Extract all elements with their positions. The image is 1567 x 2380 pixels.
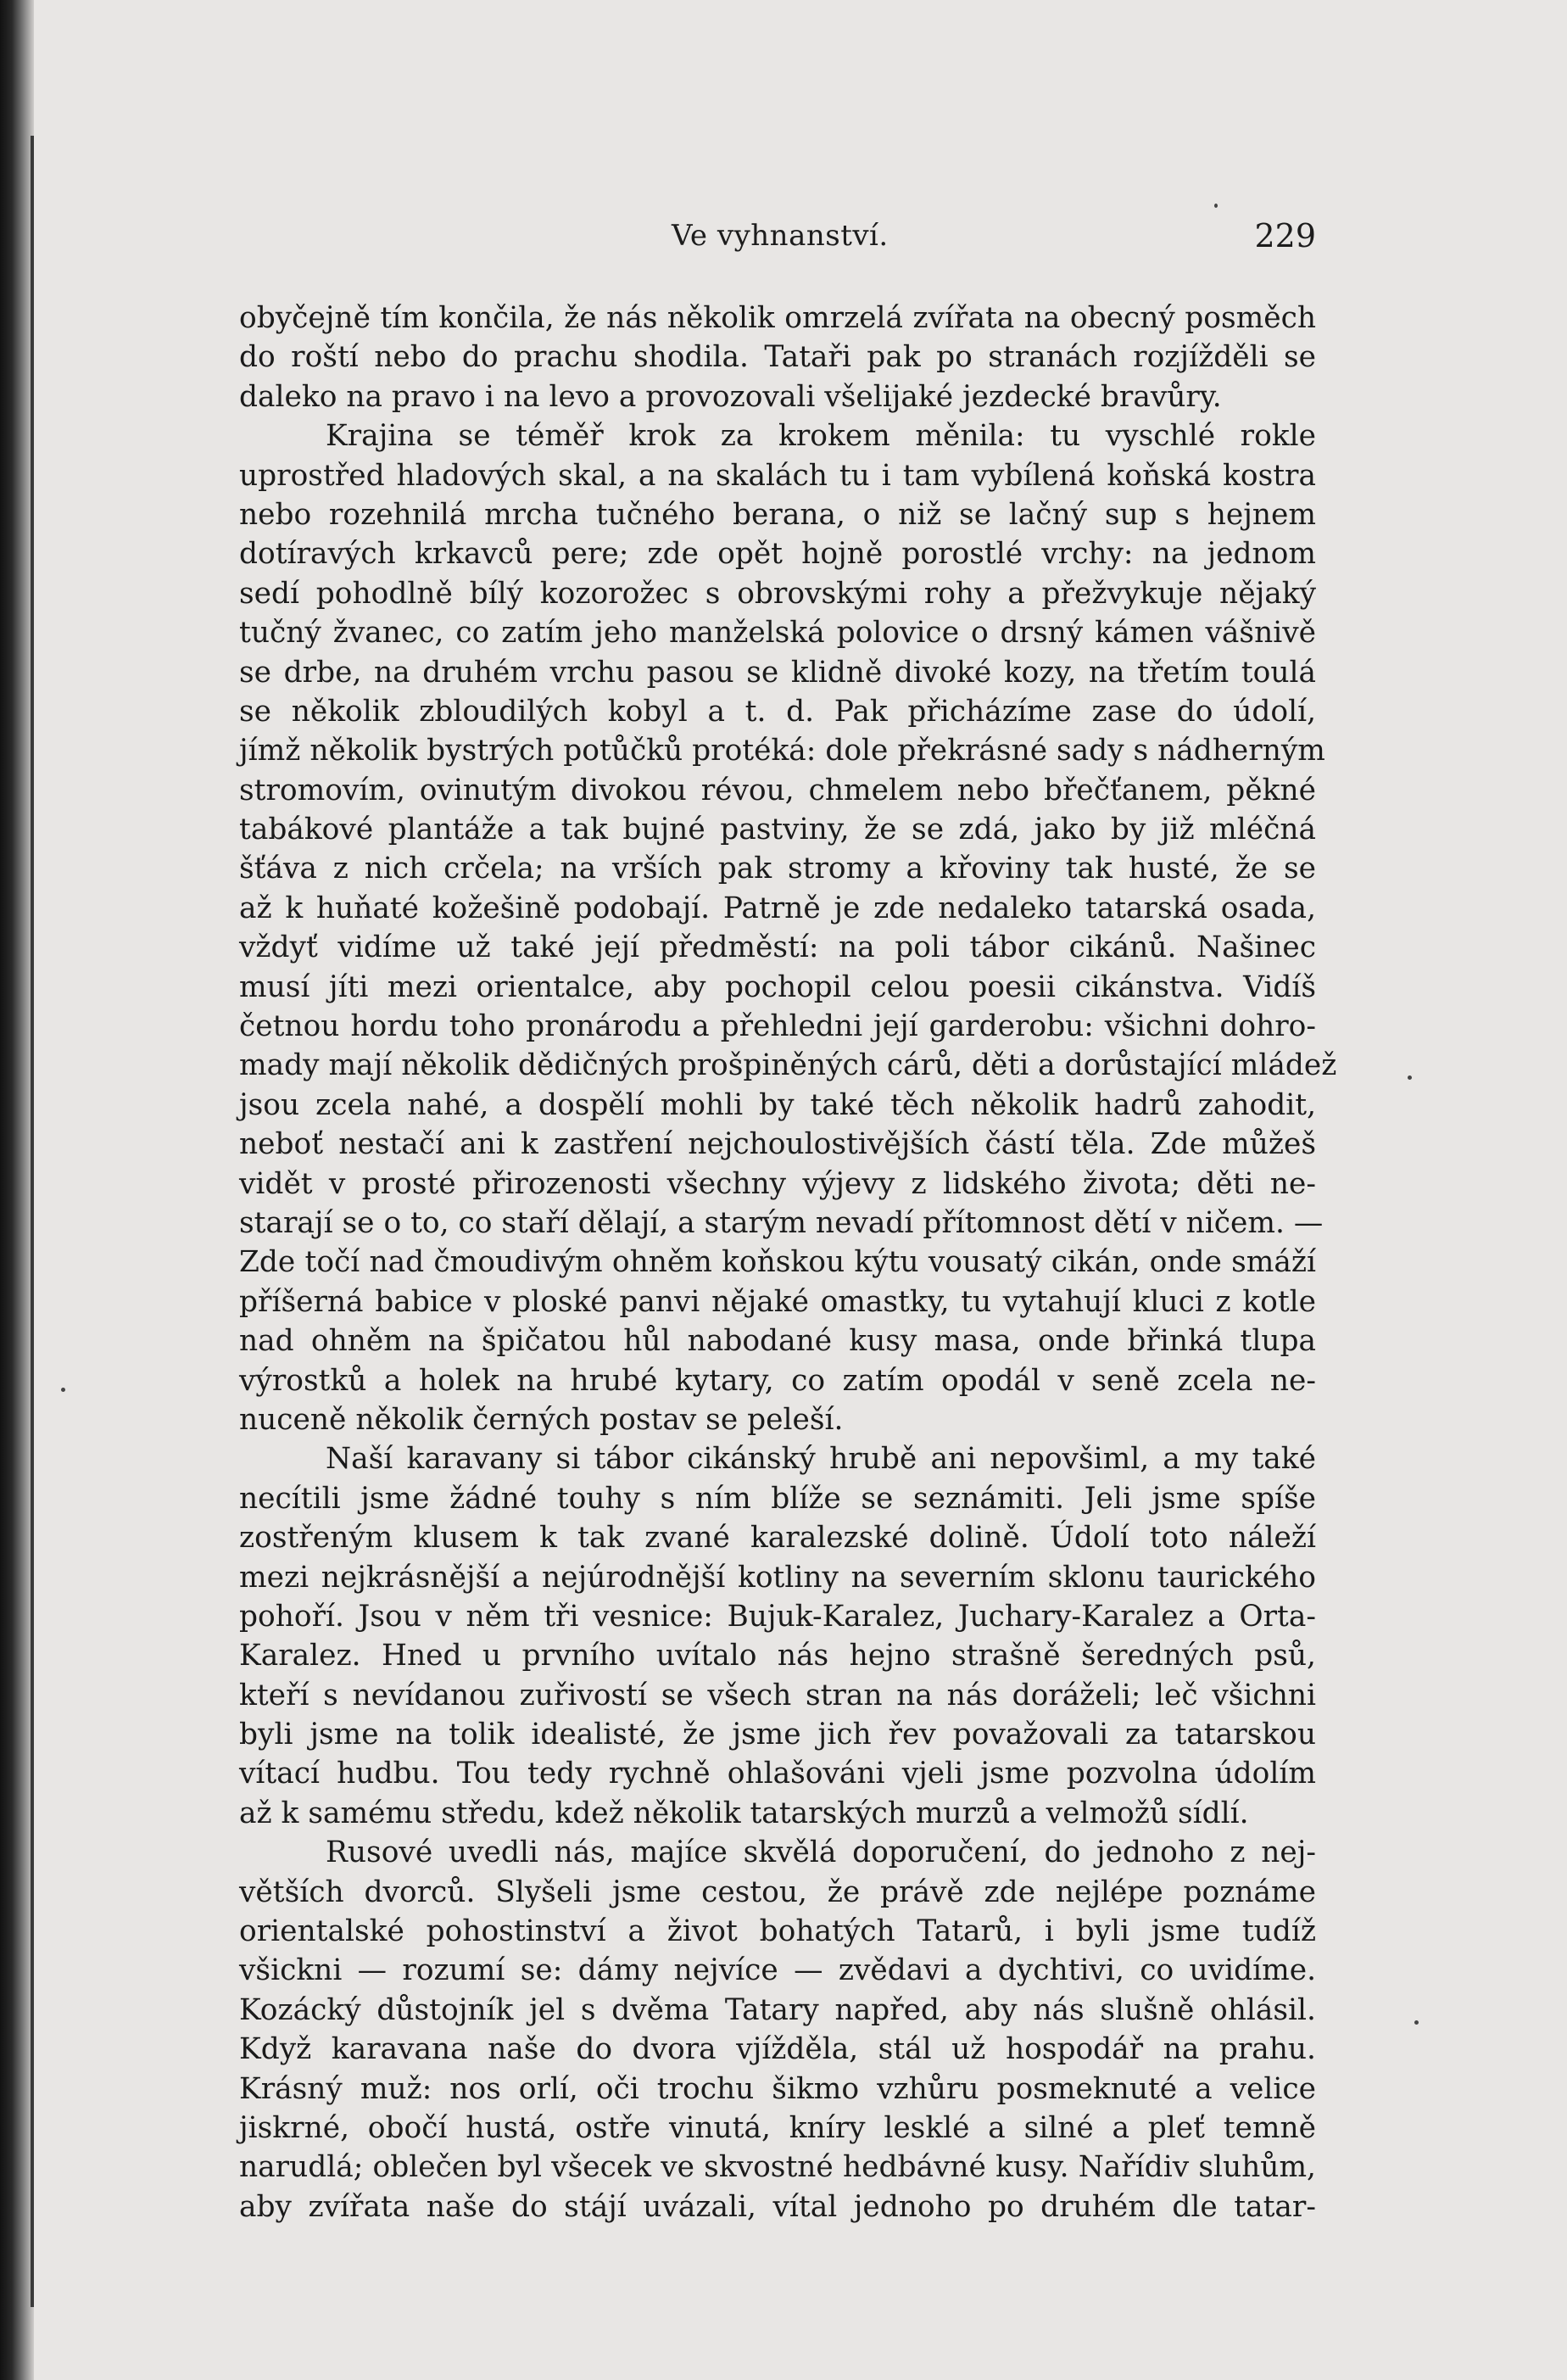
- text-line: výrostků a holek na hrubé kytary, co zatím opodál v seně zcela ne-: [239, 1363, 1316, 1398]
- text-line: starají se o to, co staří dělají, a starým nevadí přítomnost dětí v ničem. —: [239, 1205, 1324, 1240]
- text-line: orientalské pohostinství a život bohatých Tatarů, i byli jsme tudíž: [239, 1914, 1316, 1949]
- text-line: do roští nebo do prachu shodila. Tataři pak po stranách rozjížděli se: [239, 340, 1316, 375]
- book-binding-edge: [0, 0, 34, 2380]
- text-line: aby zvířata naše do stájí uvázali, vítal jednoho po druhém dle tatar-: [239, 2189, 1316, 2224]
- text-line: jímž několik bystrých potůčků protéká: dole překrásné sady s nádherným: [239, 734, 1325, 768]
- text-line: tučný žvanec, co zatím jeho manželská polovice o drsný kámen vášnivě: [239, 616, 1316, 651]
- text-line: Kozácký důstojník jel s dvěma Tatary napřed, aby nás slušně ohlásil.: [239, 1992, 1316, 2027]
- text-line: Naší karavany si tábor cikánský hrubě ani nepovšiml, a my také: [326, 1442, 1316, 1477]
- text-line: musí jíti mezi orientalce, aby pochopil celou poesii cikánstva. Vidíš: [239, 969, 1316, 1004]
- text-line: Krajina se téměř krok za krokem měnila: tu vyschlé rokle: [326, 419, 1316, 454]
- text-line: stromovím, ovinutým divokou révou, chmelem nebo břečťanem, pěkné: [239, 773, 1316, 807]
- paper-speck: [61, 1388, 65, 1392]
- text-line: uprostřed hladových skal, a na skalách tu i tam vybílená koňská kostra: [239, 458, 1316, 493]
- text-line: kteří s nevídanou zuřivostí se všech stran na nás doráželi; leč všichni: [239, 1678, 1316, 1712]
- text-line: mady mají několik dědičných prošpiněných cárů, děti a dorůstající mládež: [239, 1048, 1337, 1083]
- text-line: jiskrné, obočí hustá, ostře vinutá, kníry lesklé a silné a pleť temně: [239, 2110, 1316, 2145]
- text-line: necítili jsme žádné touhy s ním blíže se seznámiti. Jeli jsme spíše: [239, 1481, 1316, 1516]
- text-line: až k huňaté kožešině podobají. Patrně je zde nedaleko tatarská osada,: [239, 891, 1316, 925]
- text-line: nebo rozehnilá mrcha tučného berana, o niž se lačný sup s hejnem: [239, 497, 1316, 532]
- text-line: narudlá; oblečen byl všecek ve skvostné hedbávné kusy. Nařídiv sluhům,: [239, 2150, 1316, 2185]
- text-line: se drbe, na druhém vrchu pasou se klidně divoké kozy, na třetím toulá: [239, 655, 1316, 690]
- text-line: neboť nestačí ani k zastření nejchoulostivějších částí těla. Zde můžeš: [239, 1127, 1316, 1162]
- text-line: nad ohněm na špičatou hůl nabodané kusy masa, onde břinká tlupa: [239, 1324, 1316, 1359]
- text-line: vždyť vidíme už také její předměstí: na poli tábor cikánů. Našinec: [239, 930, 1316, 965]
- text-line: příšerná babice v ploské panvi nějaké omastky, tu vytahují kluci z kotle: [239, 1284, 1316, 1319]
- running-title: Ve vyhnanství.: [672, 219, 889, 253]
- text-line: větších dvorců. Slyšeli jsme cestou, že právě zde nejlépe poznáme: [239, 1874, 1316, 1909]
- text-line: všickni — rozumí se: dámy nejvíce — zvědavi a dychtivi, co uvidíme.: [239, 1953, 1316, 1988]
- text-line: byli jsme na tolik idealisté, že jsme jich řev považovali za tatarskou: [239, 1718, 1316, 1752]
- page-number: 229: [1254, 217, 1316, 254]
- text-line: pohoří. Jsou v něm tři vesnice: Bujuk-Karalez, Juchary-Karalez a Orta-: [239, 1599, 1316, 1634]
- paper-speck: [1408, 1075, 1412, 1080]
- text-line: Krásný muž: nos orlí, oči trochu šikmo vzhůru posmeknuté a velice: [239, 2071, 1316, 2106]
- text-line: Zde točí nad čmoudivým ohněm koňskou kýtu vousatý cikán, onde smáží: [239, 1245, 1316, 1280]
- text-line: šťáva z nich crčela; na vrších pak stromy a křoviny tak husté, že se: [239, 852, 1316, 886]
- text-line: vítací hudbu. Tou tedy rychně ohlašováni vjeli jsme pozvolna údolím: [239, 1757, 1316, 1791]
- text-line: Karalez. Hned u prvního uvítalo nás hejno strašně šeredných psů,: [239, 1639, 1316, 1673]
- page-header: [239, 219, 1316, 261]
- text-line: zostřeným klusem k tak zvané karalezské dolině. Údolí toto náleží: [239, 1521, 1316, 1556]
- text-line: mezi nejkrásnější a nejúrodnější kotliny na severním sklonu taurického: [239, 1560, 1316, 1595]
- text-line: jsou zcela nahé, a dospělí mohli by také těch několik hadrů zahodit,: [239, 1087, 1316, 1122]
- text-line: Když karavana naše do dvora vjížděla, stál už hospodář na prahu.: [239, 2032, 1316, 2067]
- text-line: daleko na pravo i na levo a provozovali všelijaké jezdecké bravůry.: [239, 379, 1222, 414]
- text-line: se několik zbloudilých kobyl a t. d. Pak přicházíme zase do údolí,: [239, 694, 1316, 729]
- text-line: sedí pohodlně bílý kozorožec s obrovskými rohy a přežvykuje nějaký: [239, 576, 1316, 611]
- text-line: obyčejně tím končila, že nás několik omrzelá zvířata na obecný posměch: [239, 301, 1316, 335]
- page-edge-line: [31, 136, 34, 2307]
- text-line: nuceně několik černých postav se peleší.: [239, 1402, 844, 1437]
- text-line: tabákové plantáže a tak bujné pastviny, že se zdá, jako by již mléčná: [239, 813, 1316, 847]
- text-line: dotíravých krkavců pere; zde opět hojně porostlé vrchy: na jednom: [239, 537, 1316, 572]
- body-text: [239, 299, 1337, 2226]
- text-line: vidět v prosté přirozenosti všechny výjevy z lidského života; děti ne-: [239, 1166, 1316, 1201]
- text-line: až k samému středu, kdež několik tatarských murzů a velmožů sídlí.: [239, 1796, 1249, 1830]
- text-line: četnou hordu toho pronárodu a přehledni její garderobu: všichni dohro-: [239, 1009, 1316, 1044]
- paper-speck: [1214, 204, 1218, 208]
- text-line: Rusové uvedli nás, majíce skvělá doporučení, do jednoho z nej-: [326, 1835, 1316, 1870]
- paper-speck: [1414, 2020, 1419, 2025]
